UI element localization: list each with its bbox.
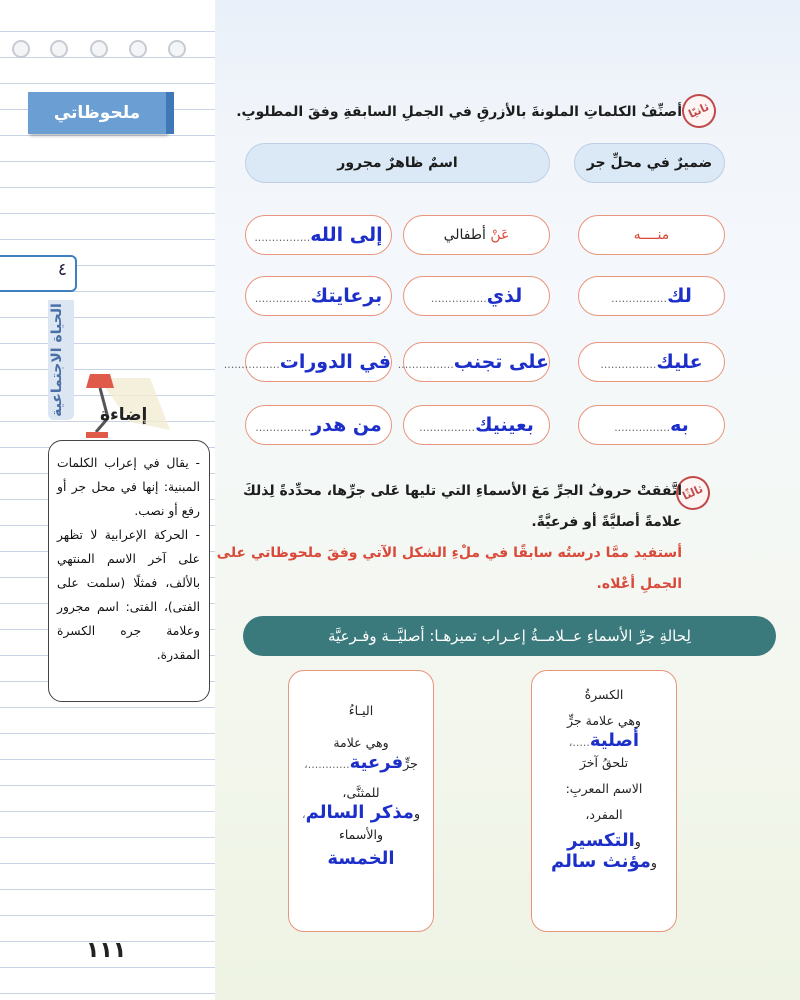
answer-text: عليك (656, 351, 703, 373)
dotted-blank: ................ (419, 421, 476, 434)
answer-text: به (670, 414, 689, 436)
info-paragraph: - الحركة الإعرابية لا تظهر على آخر الاسم المنتهي بالألف، فمثلًا (سلمت على الفتى)، الفتى: اسم مجرور وعلامة جره الكسرة المقدرة. (57, 528, 200, 662)
cell-prefix: عَنْ (490, 227, 510, 243)
unit-number: ٤ (57, 260, 67, 280)
dotted-blank: ................ (254, 292, 311, 305)
section-badge: ثانيًا (676, 88, 721, 133)
answer-cell[interactable] (578, 405, 725, 445)
answer-text: لك (667, 285, 692, 307)
cell-text: منــــه (633, 227, 670, 243)
ring-hole-icon (90, 40, 108, 58)
column-header-pronoun: ضميرٌ في محلِّ جر (574, 143, 725, 183)
ring-hole-icon (50, 40, 68, 58)
answer-text: من هدر (311, 414, 382, 436)
card-line: الاسم المعربِ: (565, 781, 643, 796)
card-line: اليـاءُ (348, 703, 374, 718)
notes-title: ملحوظاتي (28, 92, 166, 134)
answer-cell[interactable] (223, 342, 392, 382)
rule-banner: لِحالةِ جرِّ الأسماءِ عــلامــةُ إعـراب تميزهـا: أصليَّــة وفـرعيَّة (243, 616, 776, 656)
card-line: وهي علامة جرٍّ (567, 713, 641, 728)
answer-cell[interactable] (397, 342, 550, 382)
answer-cell[interactable] (578, 342, 725, 382)
card-line: للمثنَّى، (342, 785, 380, 800)
answer-text[interactable]: مذكر السالم (305, 802, 414, 823)
card-line: المفرد، (585, 807, 623, 822)
answer-cell (578, 215, 725, 255)
dotted-blank: ................ (255, 421, 312, 434)
dotted-blank: ................ (600, 358, 657, 371)
card-line: تلحقُ آخرَ (579, 755, 629, 770)
primary-mark-card: الكسرةُ وهي علامة جرٍّ أصلية.....، تلحقُ آخرَ الاسم المعربِ: المفرد، والتكسير ومؤنث سالم (531, 670, 677, 932)
exercise2-instruction (207, 476, 682, 600)
lamp-label: إضاءة (100, 405, 148, 425)
answer-cell[interactable] (403, 276, 550, 316)
answer-cell[interactable] (245, 276, 392, 316)
answer-cell[interactable] (245, 405, 392, 445)
card-line: والأسماء (338, 827, 384, 842)
answer-text[interactable]: التكسير (567, 830, 635, 851)
answer-text: على تجنب (453, 351, 549, 373)
answer-cell[interactable] (245, 215, 392, 255)
card-line: الكسرةُ (584, 687, 624, 702)
cell-text: أطفالي (443, 227, 486, 243)
column-header-noun: اسمٌ ظاهرٌ مجرور (245, 143, 550, 183)
info-box (48, 440, 210, 702)
exercise2-line1: اتَّفقتْ حروفُ الجرِّ مَعَ الأسماءِ التي تليها عَلى جرِّها، محدِّدةً لِذلكَ علامةً أصليَّةً أو فرعيَّةً. (243, 483, 682, 530)
notes-panel (0, 0, 215, 1000)
section-badge: ثالثًا (670, 470, 715, 515)
exercise2-line2: أستفيد ممَّا درستُه سابقًا في ملْءِ الشكل الآتي وفقَ ملحوظاتي على الجملِ أعْلاه. (216, 545, 682, 592)
answer-text[interactable]: فرعية (349, 752, 404, 773)
answer-text: في الدورات (279, 351, 391, 373)
dotted-blank: ................ (397, 358, 454, 371)
answer-text[interactable]: أصلية (589, 730, 640, 751)
dotted-blank: ................ (614, 421, 671, 434)
answer-text[interactable]: مؤنث سالم (551, 851, 651, 872)
answer-text: إلى الله (310, 224, 383, 246)
info-paragraph: - يقال في إعراب الكلمات المبنية: إنها في محل جر أو رفع أو نصب. (57, 456, 200, 518)
dotted-blank: ................ (611, 292, 668, 305)
dotted-blank: ................ (254, 231, 311, 244)
unit-label: الحياة الاجتماعية (49, 303, 65, 417)
unit-tab (0, 255, 77, 292)
ring-hole-icon (168, 40, 186, 58)
exercise1-instruction: أصنِّفُ الكلماتِ الملونةَ بالأزرقِ في الجملِ السابقةِ وفقَ المطلوبِ. (236, 104, 682, 120)
page-number: ١١١ (86, 938, 127, 963)
answer-text: لذي (486, 285, 523, 307)
answer-cell[interactable] (403, 405, 550, 445)
card-line: وهي علامة (333, 735, 389, 750)
dotted-blank: ................ (430, 292, 487, 305)
answer-cell (403, 215, 550, 255)
answer-cell[interactable] (578, 276, 725, 316)
answer-text[interactable]: الخمسة (327, 848, 395, 869)
answer-text: برعايتك (310, 285, 383, 307)
ring-hole-icon (129, 40, 147, 58)
ring-hole-icon (12, 40, 30, 58)
secondary-mark-card: اليـاءُ وهي علامة جرٍّفرعية............، للمثنَّى، ومذكر السالم، والأسماء الخمسة (288, 670, 434, 932)
card-line: جرٍّ (403, 756, 418, 771)
answer-text: بعينيك (475, 414, 534, 436)
dotted-blank: ................ (223, 358, 280, 371)
